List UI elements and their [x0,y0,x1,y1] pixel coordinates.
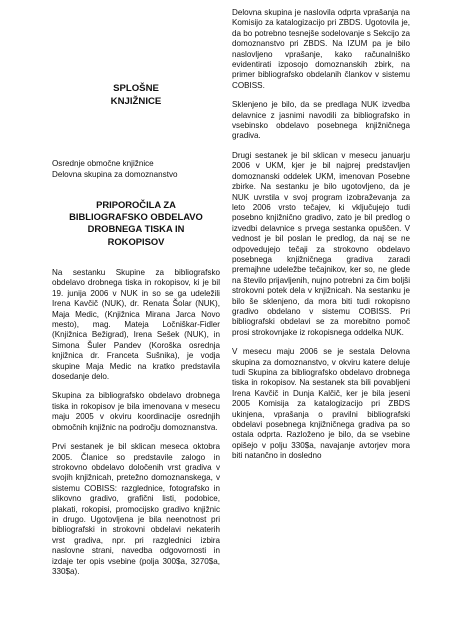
subtitle-line-2: Delovna skupina za domoznanstvo [52,169,178,179]
section-heading [52,82,220,108]
paragraph: Delovna skupina je naslovila odprta vprašanja na Komisijo za katalogizacijo pri ZBDS. Ugotovila je, da bo potrebno tesnejše sodelovanje s Sekcijo za domoznanstvo pri ZBDS. Na IZUM pa je bilo naslovljeno vprašanje, kako računalniško evidentirati izposojo domoznanskih zbirk, na primer bibliografsko obdelanih člankov v sistemu COBISS. [232,8,410,90]
paragraph: Drugi sestanek je bil sklican v mesecu januarju 2006 v UKM, kjer je bil najprej predstavljen domoznanski oddelek UKM, imenovan Posebne zbirke. Na sestanku je bilo ugotovljeno, da je NUK uvrstila v svoj program izobraževanja za leto 2006 vrsto tečajev, ki vključujejo tudi posebno knjižnično gradivo, zato je bil predlog o izvedbi delavnice s prvega sestanka opuščen. V vednost je bil poslan le predlog, da naj se ne odpovedujejo tečaji za strokovno obdelavo posebnega knjižničnega gradiva zaradi premajhne udeležbe tečajnikov, ker so, ne glede na število prijavljenih, nujno potrebni za čim boljši strokovni potek dela v knjižnicah. Na sestanku je bilo še sklenjeno, da mora biti tudi rokopisno gradivo obdelano v sistemu COBISS. Pri bibliografski obdelavi se za morebitno pomoč prosi strokovnjake iz rokopisnega oddelka NUK. [232,150,410,337]
paragraph: V mesecu maju 2006 se je sestala Delovna skupina za domoznanstvo, v okviru katere deluje tudi Skupina za bibliografsko obdelavo drobnega tiska in rokopisov. Na sestanek sta bili povabljeni Irena Kavčič in Dunja Kalčič, ker je bila jeseni 2005 Komisija za katalogizacijo pri ZBDS ukinjena, vprašanja o pravilni bibliografski obdelavi posebnega knjižničnega gradiva pa so ostala odprta. Razloženo je bilo, da se vsebine opišejo v polju 330$a, navajanje avtorjev mora biti natančno in dosledno [232,347,410,461]
right-column [232,8,410,462]
article-title-line-1: PRIPOROČILA ZA [96,199,176,210]
subtitle [52,159,220,180]
article-title-line-2: BIBLIOGRAFSKO OBDELAVO [69,211,203,223]
paragraph: Prvi sestanek je bil sklican meseca oktobra 2005. Članice so predstavile zalogo in strokovno obdelavo določenih vrst gradiva v svojih knjižnicah, pretežno domoznanskega, v sistemu COBISS: razglednice, fotografsko in slikovno gradivo, grafični listi, podobice, plakati, rokopisi, promocijsko gradivo knjižnic in drugo. Ugotovljena je bila neenotnost pri bibliografski in strokovni obdelavi nekaterih vrst gradiva, npr. pri razglednici izbira naslovne strani, navedba odgovornosti in izdaje ter opis vsebine (polja 300$a, 3270$a, 330$a). [52,442,220,576]
article-title-line-3: DROBNEGA TISKA IN [87,223,185,235]
paragraph: Skupina za bibliografsko obdelavo drobnega tiska in rokopisov je bila imenovana v mesecu maju 2005 v okviru koordinacije osrednjih območnih knjižnic na področju domoznanstva. [52,391,220,432]
paragraph: Sklenjeno je bilo, da se predlaga NUK izvedba delavnice z jasnimi navodili za bibliografsko in vsebinsko obdelavo posebnega knjižničnega gradiva. [232,100,410,141]
subtitle-line-1: Osrednje območne knjižnice [52,159,154,168]
article-title-line-4: ROKOPISOV [107,235,165,247]
article-title [52,199,220,248]
paragraph: Na sestanku Skupine za bibliografsko obdelavo drobnega tiska in rokopisov, ki je bil 19. junija 2006 v NUK in so se ga udeležili Irena Kavčič (NUK), dr. Renata Šolar (NUK), Maja Medic, (Knjižnica Mirana Jarca Novo mesto), mag. Mateja Ločniškar-Fidler (Knjižnica Bežigrad), Irena Sešek (NUK), in Simona Šuler Pandev (Koroška osrednja knjižnica dr. Franceta Sušnika), je vodja skupine Maja Medic na kratko predstavila dosedanje delo. [52,268,220,382]
section-heading-line-2: KNJIŽNICE [110,96,162,107]
section-heading-line-1: SPLOŠNE [113,83,159,94]
left-column [52,268,220,577]
